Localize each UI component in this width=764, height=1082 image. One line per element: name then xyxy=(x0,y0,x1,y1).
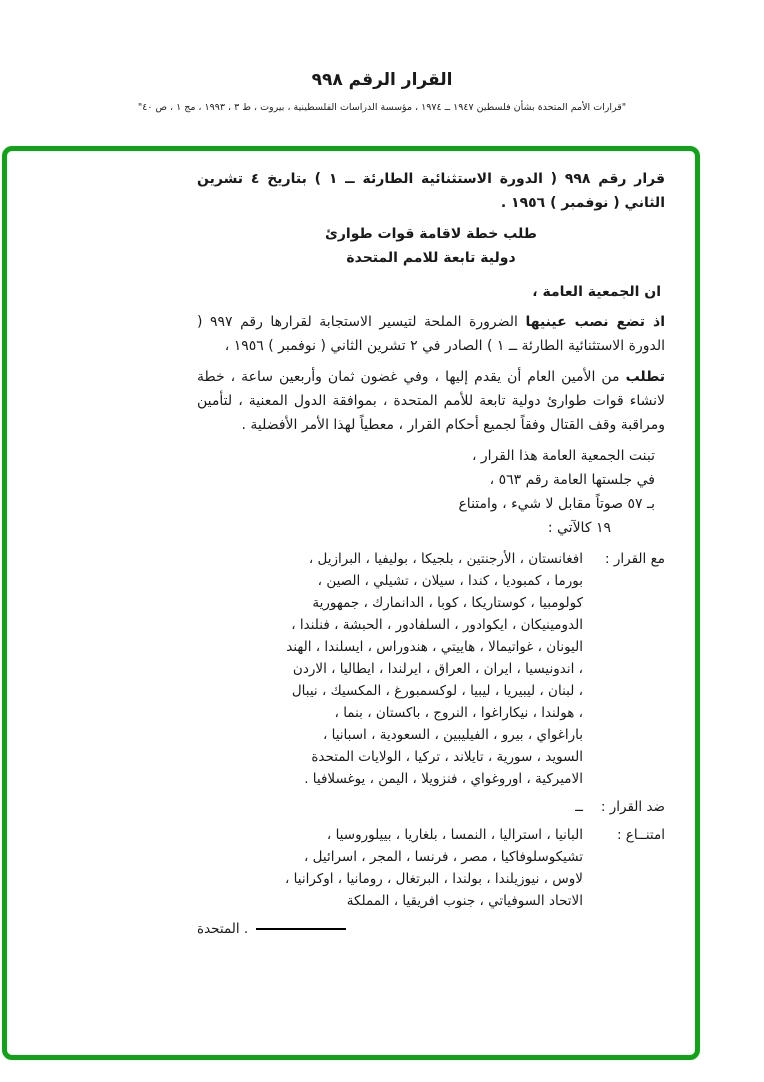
adoption-line-2: في جلستها العامة رقم ٥٦٣ ، xyxy=(489,472,655,488)
list-tail-row xyxy=(197,918,665,940)
resolution-highlight-box xyxy=(2,146,700,1060)
votes-against-value: ــ xyxy=(575,799,583,815)
operative-text: من الأمين العام أن يقدم إليها ، وفي غضون ثمان وأربعين ساعة ، خطة لانشاء قوات طوارئ دولية تابعة للأمم المتحدة ، بموافقة الدول المعنية ، لتأمين ومراقبة وقف القتال وفقاً لجميع أحكام القرار ، معطياً لهذا الأمر الأفضلية . xyxy=(197,369,665,433)
resolution-heading: قرار رقم ٩٩٨ ( الدورة الاستثنائية الطارئة ــ ١ ) بتاريخ ٤ تشرين الثاني ( نوفمبر ) ١٩٥٦ . xyxy=(197,171,665,211)
adoption-line-1: تبنت الجمعية العامة هذا القرار ، xyxy=(471,448,655,464)
operative-paragraph xyxy=(197,365,665,437)
resolution-subject xyxy=(197,222,665,270)
abstentions-row xyxy=(197,824,665,912)
votes-for-label: مع القرار : xyxy=(605,551,665,567)
source-citation: "قرارات الأمم المتحدة بشأن فلسطين ١٩٤٧ ــ ١٩٧٤ ، مؤسسة الدراسات الفلسطينية ، بيروت ، ط ٣ ، ١٩٩٣ ، مج ١ ، ص ٤٠" xyxy=(137,102,627,113)
abstentions-label: امتنــاع : xyxy=(616,827,665,843)
adoption-line-3: بـ ٥٧ صوتاً مقابل لا شيء ، وامتناع xyxy=(458,496,655,512)
votes-for-list: افغانستان ، الأرجنتين ، بلجيكا ، بوليفيا ، البرازيل ، بورما ، كمبوديا ، كندا ، سيلان ، تشيلي ، الصين ، كولومبيا ، كوستاريكا ، كوبا ، الدانمارك ، جمهورية الدومينيكان ، ايكوادور ، السلفادور ، الحبشة ، فنلندا ، اليونان ، غواتيمالا ، هاييتي ، هندوراس ، ايسلندا ، الهند ، اندونيسيا ، ايران ، العراق ، ايرلندا ، ايطاليا ، الاردن ، لبنان ، ليبيريا ، ليبيا ، لوكسمبورغ ، المكسيك ، نيبال ، هولندا ، نيكاراغوا ، النروج ، باكستان ، بنما ، باراغواي ، بيرو ، الفيليبين ، السعودية ، اسبانيا ، السويد ، سورية ، تايلاند ، تركيا ، الولايات المتحدة الاميركية ، اوروغواي ، فنزويلا ، اليمن ، يوغسلافيا . xyxy=(286,551,583,787)
page-title: القرار الرقم ٩٩٨ xyxy=(311,70,453,90)
document-header xyxy=(0,0,764,113)
preamble-opening: ان الجمعية العامة ، xyxy=(532,284,661,300)
subject-line-2: دولية تابعة للامم المتحدة xyxy=(346,250,516,266)
resolution-body xyxy=(197,167,665,940)
votes-for-row xyxy=(197,548,665,790)
subject-line-1: طلب خطة لاقامة قوات طوارئ xyxy=(325,226,537,242)
list-tail-text: المتحدة . xyxy=(197,921,249,937)
votes-against-row xyxy=(197,796,665,818)
preamble-text: الضرورة الملحة لتيسير الاستجابة لقرارها رقم ٩٩٧ ( الدورة الاستثنائية الطارئة ــ ١ ) الصادر في ٢ تشرين الثاني ( نوفمبر ) ١٩٥٦ ، xyxy=(197,314,665,354)
preamble-paragraph xyxy=(197,310,665,358)
adoption-note xyxy=(197,444,665,540)
adoption-line-4: ١٩ كالآتي : xyxy=(547,520,611,536)
preamble-lead: اذ تضع نصب عينيها xyxy=(525,314,666,330)
operative-lead: تطلب xyxy=(625,369,665,385)
footnote-rule xyxy=(256,926,346,930)
abstentions-list: البانيا ، استراليا ، النمسا ، بلغاريا ، بييلوروسيا ، تشيكوسلوفاكيا ، مصر ، فرنسا ، المجر ، اسرائيل ، لاوس ، نيوزيلندا ، بولندا ، البرتغال ، رومانيا ، اوكرانيا ، الاتحاد السوفياتي ، جنوب افريقيا ، المملكة xyxy=(284,827,583,909)
votes-against-label: ضد القرار : xyxy=(600,799,665,815)
